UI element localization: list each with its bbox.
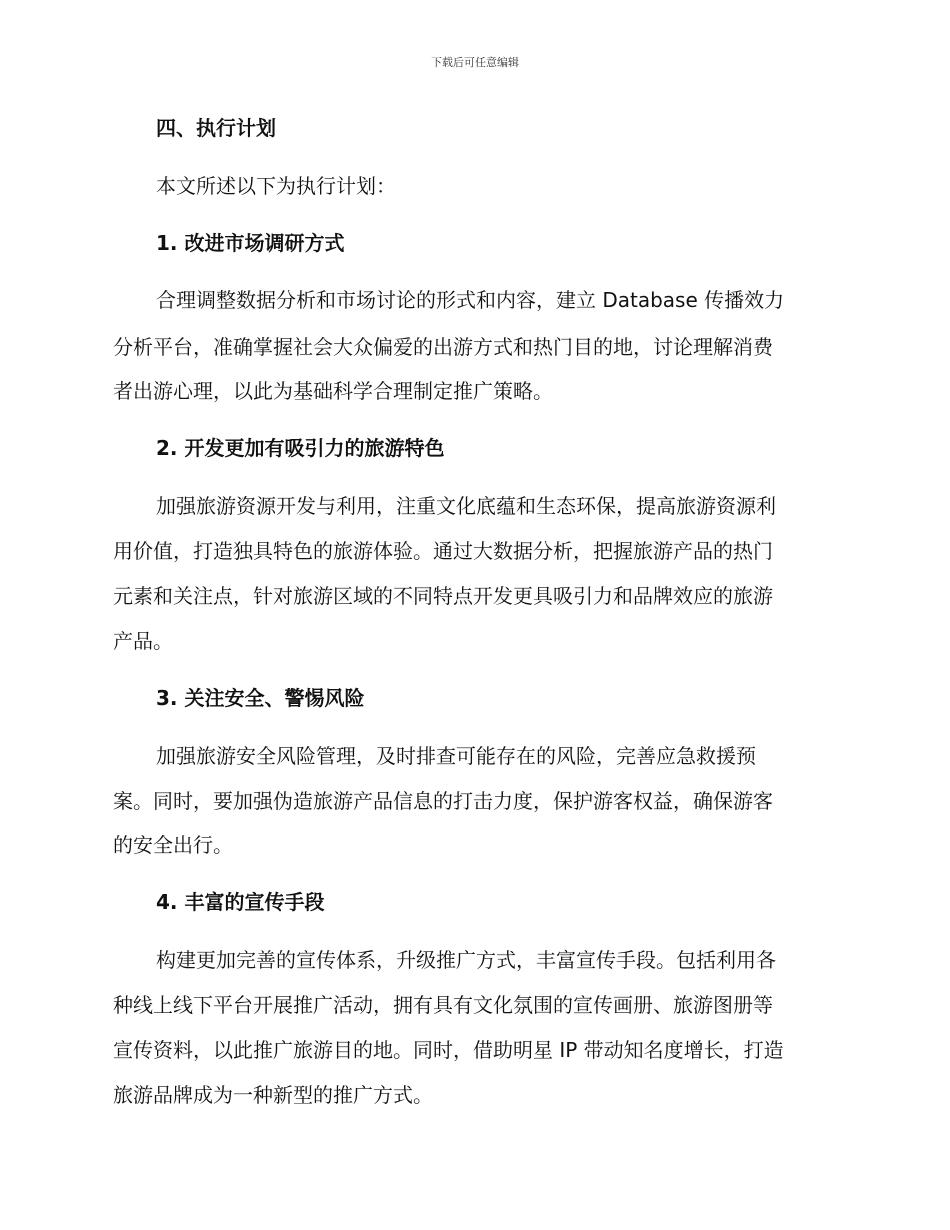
item-4-line-4: 旅游品牌成为一种新型的推广方式。	[113, 1083, 433, 1107]
item-3-heading: 3. 关注安全、警惕风险	[156, 686, 365, 710]
item-3-line-3: 的安全出行。	[113, 833, 233, 857]
page-header-note: 下载后可任意编辑	[431, 56, 519, 69]
item-1-line-3: 者出游心理，以此为基础科学合理制定推广策略。	[113, 379, 553, 403]
item-2-line-1: 加强旅游资源开发与利用，注重文化底蕴和生态环保，提高旅游资源利	[156, 494, 776, 518]
item-3-line-2: 案。同时，要加强伪造旅游产品信息的打击力度，保护游客权益，确保游客	[113, 789, 773, 813]
item-2-line-3: 元素和关注点，针对旅游区域的不同特点开发更具吸引力和品牌效应的旅游	[113, 584, 773, 608]
item-2-heading: 2. 开发更加有吸引力的旅游特色	[156, 436, 445, 460]
item-1-heading: 1. 改进市场调研方式	[156, 231, 345, 255]
item-2-line-4: 产品。	[113, 629, 173, 653]
item-1-line-1: 合理调整数据分析和市场讨论的形式和内容，建立 Database 传播效力	[156, 288, 785, 312]
item-4-line-3: 宣传资料，以此推广旅游目的地。同时，借助明星 IP 带动知名度增长，打造	[113, 1038, 784, 1062]
item-4-heading: 4. 丰富的宣传手段	[156, 890, 325, 914]
item-4-line-2: 种线上线下平台开展推广活动，拥有具有文化氛围的宣传画册、旅游图册等	[113, 993, 773, 1017]
section-intro: 本文所述以下为执行计划：	[156, 174, 396, 198]
item-4-line-1: 构建更加完善的宣传体系，升级推广方式，丰富宣传手段。包括利用各	[156, 948, 776, 972]
item-2-line-2: 用价值，打造独具特色的旅游体验。通过大数据分析，把握旅游产品的热门	[113, 539, 773, 563]
section-title: 四、执行计划	[156, 116, 276, 140]
item-1-line-2: 分析平台，准确掌握社会大众偏爱的出游方式和热门目的地，讨论理解消费	[113, 335, 773, 359]
item-3-line-1: 加强旅游安全风险管理，及时排查可能存在的风险，完善应急救援预	[156, 744, 756, 768]
